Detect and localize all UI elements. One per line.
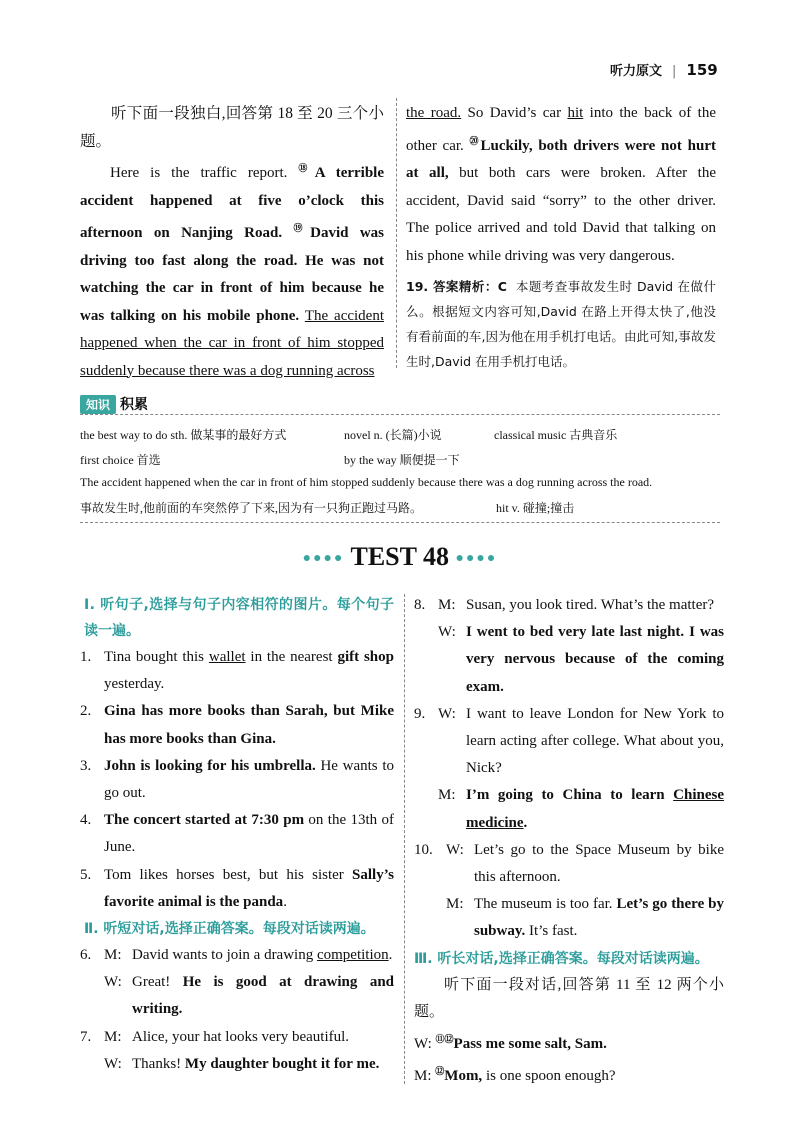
underlined-end: the road.: [406, 105, 462, 121]
section-3-intro: 听下面一段对话,回答第 11 至 12 两个小题。: [414, 976, 724, 1020]
text-span: is one spoon enough?: [482, 1068, 616, 1085]
key-sentence-19: David was driving too fast along the road. He was not watching the car in front of him because he was talking on his mobile phone.: [80, 225, 385, 324]
section-2-heading: Ⅱ. 听短对话,选择正确答案。每段对话读两遍。: [84, 921, 375, 938]
question-5: [80, 862, 394, 916]
speaker: W:: [414, 1036, 432, 1053]
text-span: .: [283, 893, 287, 910]
marker-12: ⑫: [435, 1066, 445, 1077]
underlined-sentence: The accident happened when the car in front of him stopped suddenly because there was a dog running across: [80, 307, 385, 379]
answer-text: 本题考查事故发生时 David 在做什么。根据短文内容可知,David 在路上开得太快了,他没有看前面的车,因为他在用手机打电话。由此可知,事故发生时,David 在用手机打电话。: [406, 279, 716, 369]
key-phrase: Let’s go there by subway.: [474, 896, 724, 940]
question-3: [80, 753, 394, 807]
marker-19: ⑲: [293, 223, 311, 233]
word-hit: hit: [567, 105, 584, 121]
knowledge-row-4: [80, 499, 575, 516]
question-number: 8.: [414, 597, 426, 613]
speaker: W:: [438, 624, 456, 641]
knowledge-item: by the way 顺便提一下: [344, 453, 460, 467]
question-number: 1.: [80, 649, 92, 665]
text-span: It’s fast.: [525, 923, 578, 940]
speaker: W:: [104, 1055, 122, 1072]
speaker: M:: [104, 1028, 122, 1045]
key-phrase: Sally’s favorite animal is the panda: [104, 866, 394, 910]
key-phrase: The concert started at 7:30 pm: [104, 812, 305, 829]
text-span: Let’s go to the Space Museum by bike this afternoon.: [474, 841, 724, 886]
speaker: M:: [104, 947, 122, 964]
knowledge-item: novel n. (长篇)小说: [344, 428, 442, 442]
knowledge-tag: 知识: [80, 395, 116, 414]
question-number: 3.: [80, 757, 92, 774]
knowledge-row-3: The accident happened when the car in front of him stopped suddenly because there was a dog running across the road.: [80, 475, 653, 489]
dialog-9-w: [414, 701, 724, 783]
key-sentence-18: A terrible accident happened at five o’clock this afternoon on Nanjing Road.: [80, 165, 384, 241]
answer-analysis: [406, 274, 716, 374]
dialog-8-m: [414, 592, 724, 619]
text-span: Great!: [132, 974, 183, 991]
question-number: 6.: [80, 947, 92, 964]
key-phrase: My daughter bought it for me.: [184, 1055, 380, 1072]
text-span: yesterday.: [104, 676, 165, 693]
page-header: [610, 60, 718, 79]
speaker: W:: [446, 841, 464, 858]
knowledge-item: 事故发生时,他前面的车突然停了下来,因为有一只狗正跑过马路。: [80, 501, 423, 515]
key-phrase: Mom,: [444, 1068, 483, 1085]
question-2: [80, 698, 394, 752]
knowledge-item: first choice 首选: [80, 453, 161, 467]
question-number: 9.: [414, 705, 426, 722]
question-4: [80, 807, 394, 861]
question-number: 5.: [80, 866, 92, 883]
knowledge-item: hit v. 碰撞;撞击: [496, 501, 575, 515]
text-span: but both cars were broken. After the accident, David said “sorry” to the other driver. The police arrived and told David that talking on his phone while driving was very dangerous.: [406, 165, 716, 264]
knowledge-row-1: [80, 426, 618, 443]
text-span: Susan, you look tired. What’s the matter?: [466, 597, 715, 613]
marker-20: ⑳: [469, 135, 481, 146]
question-number: 10.: [414, 841, 433, 858]
knowledge-item: classical music 古典音乐: [494, 428, 618, 442]
key-phrase: gift shop: [337, 649, 394, 665]
text-span: on the 13th of June.: [104, 812, 394, 856]
dialog-6-m: [80, 942, 394, 969]
dialog-7-m: [80, 1024, 394, 1051]
speaker: M:: [438, 787, 456, 804]
test-title: TEST 48: [350, 542, 450, 571]
key-sentence-20: Luckily, both drivers were not hurt at all,: [406, 137, 716, 181]
text-span: So David’s car: [461, 105, 568, 121]
knowledge-item: the best way to do sth. 做某事的最好方式: [80, 428, 287, 442]
text-span: Tina bought this: [104, 649, 209, 665]
text-span: The museum is too far.: [474, 896, 617, 913]
dialog-10-m: [414, 891, 724, 945]
speaker: M:: [414, 1068, 432, 1085]
test-right-column: [414, 592, 724, 1090]
underlined-word: Chinese medicine: [466, 787, 724, 831]
text-span: Here is the traffic report.: [110, 165, 299, 181]
test-left-column: [80, 592, 394, 1078]
text-span: in the nearest: [245, 649, 338, 665]
speaker: W:: [438, 705, 456, 722]
text-span: Alice, your hat looks very beautiful.: [132, 1028, 350, 1045]
test-title-bar: [0, 542, 800, 572]
question-number: 7.: [80, 1028, 92, 1045]
key-phrase: I went to bed very late last night. I was very nervous because of the coming exam.: [466, 624, 724, 695]
question-number: 2.: [80, 703, 92, 720]
section-3-heading: Ⅲ. 听长对话,选择正确答案。每段对话读两遍。: [414, 950, 709, 967]
dots-right: ●●●●: [455, 551, 498, 567]
marker-18: ⑱: [298, 163, 315, 173]
column-divider-top: [396, 98, 397, 368]
key-phrase: He is good at drawing and writing.: [132, 974, 394, 1018]
question-1: [80, 644, 394, 698]
monologue-right: [406, 100, 716, 374]
dialog-6-w: [80, 969, 394, 1023]
knowledge-divider-bottom: [80, 522, 720, 523]
speaker: M:: [438, 597, 456, 613]
text-span: .: [523, 814, 528, 831]
text-span: He wants to go out.: [104, 757, 395, 802]
knowledge-row-2: [80, 451, 460, 468]
dots-left: ●●●●: [302, 551, 345, 567]
dialog-10-w: [414, 837, 724, 891]
dialog-9-m: [414, 782, 724, 836]
knowledge-box-heading: [80, 394, 720, 414]
speaker: W:: [104, 974, 122, 991]
key-phrase: Pass me some salt, Sam.: [453, 1036, 607, 1053]
section-1-heading: Ⅰ. 听句子,选择与句子内容相符的图片。每个句子读一遍。: [84, 597, 394, 639]
speaker: M:: [446, 896, 464, 913]
text-span: into the back of the other car.: [406, 105, 716, 154]
long-dialog-line-1: [414, 1026, 724, 1058]
dialog-7-w: [80, 1051, 394, 1078]
key-phrase: John is looking for his umbrella.: [104, 757, 316, 774]
monologue-continued: [406, 100, 716, 270]
header-separator: |: [672, 64, 677, 79]
text-span: Thanks!: [132, 1055, 185, 1072]
marker-11-12: ⑪⑫: [435, 1034, 454, 1045]
page-number: 159: [686, 61, 718, 79]
text-span: .: [388, 947, 393, 964]
section-title: 听力原文: [610, 64, 663, 79]
question-number: 4.: [80, 812, 92, 829]
text-span: I want to leave London for New York to learn acting after college. What about you, Nick?: [466, 705, 724, 777]
knowledge-title: 积累: [120, 397, 149, 413]
answer-label: 19. 答案精析：C: [406, 279, 507, 294]
monologue-text: [80, 155, 384, 385]
key-phrase: Gina has more books than Sarah, but Mike has more books than Gina.: [104, 703, 394, 747]
long-dialog-line-2: [414, 1058, 724, 1090]
underlined-word: competition: [316, 947, 389, 964]
text-span: David wants to join a drawing: [132, 947, 317, 964]
key-phrase: I’m going to China to learn: [466, 787, 674, 804]
monologue-intro: 听下面一段独白,回答第 18 至 20 三个小题。: [80, 105, 384, 150]
monologue-left: [80, 100, 384, 385]
column-divider-bottom: [404, 594, 405, 1084]
underlined-word: wallet: [208, 649, 246, 665]
dialog-8-w: [414, 619, 724, 701]
knowledge-divider-top: [80, 414, 720, 415]
text-span: Tom likes horses best, but his sister: [104, 866, 353, 883]
